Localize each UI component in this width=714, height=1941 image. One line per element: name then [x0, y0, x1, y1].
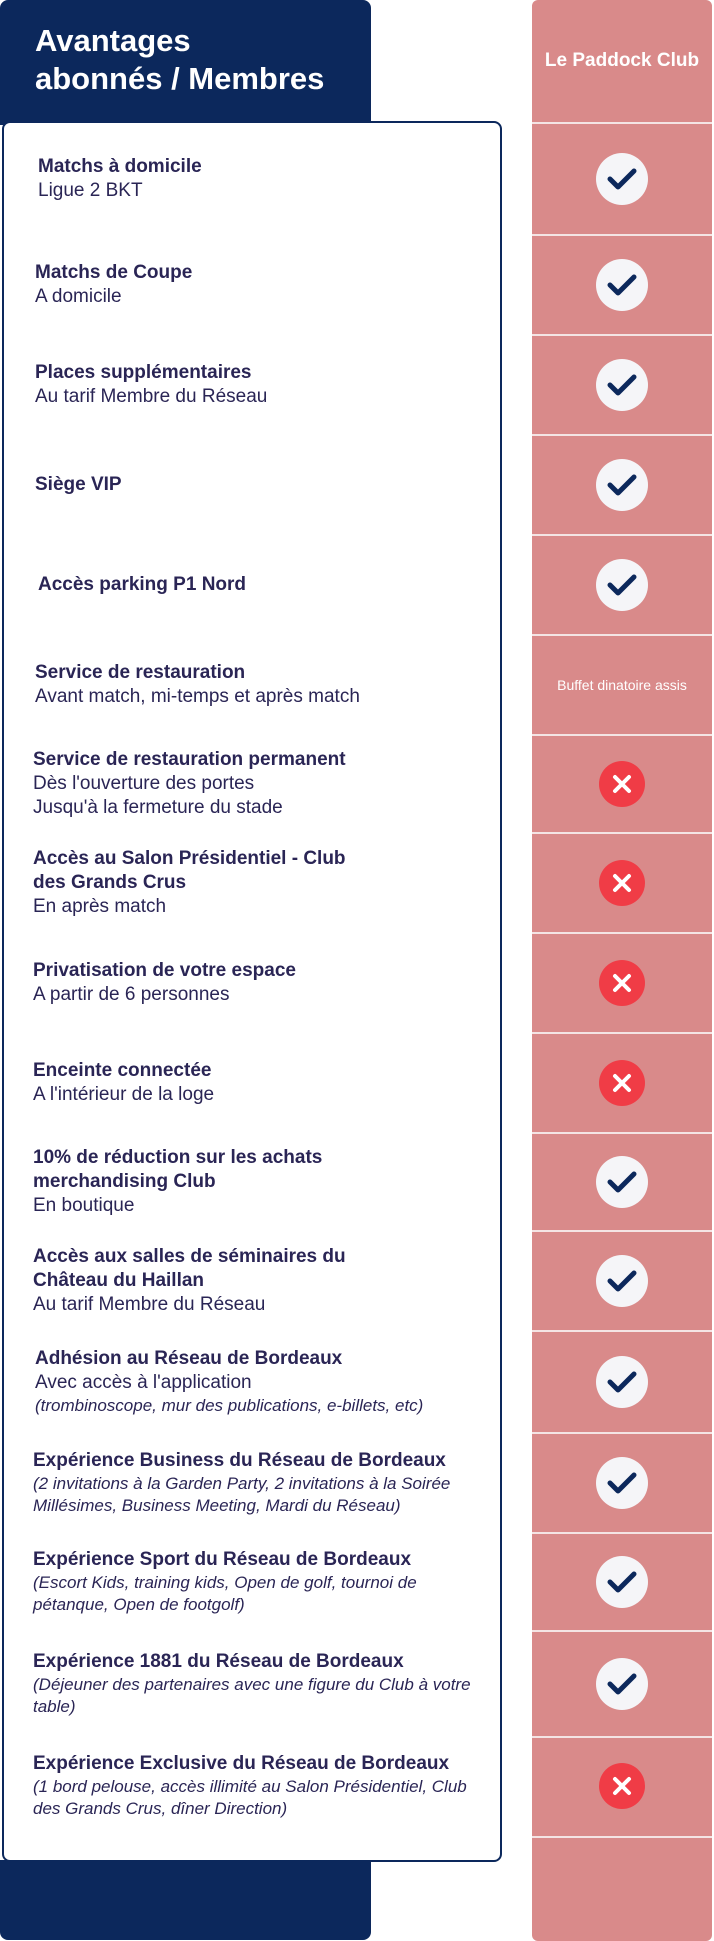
benefit-detail: (1 bord pelouse, accès illimité au Salon Présidentiel, Club des Grands Crus, dîner Direction) — [33, 1777, 467, 1818]
benefit-detail: Au tarif Membre du Réseau — [35, 386, 268, 407]
benefit-title: Service de restauration — [35, 662, 246, 683]
benefit-row — [33, 736, 503, 832]
benefit-row — [33, 1134, 503, 1230]
paddock-club-value — [532, 1232, 712, 1330]
check-icon — [596, 459, 648, 511]
check-icon — [596, 559, 648, 611]
benefit-detail: A l'intérieur de la loge — [33, 1084, 215, 1105]
paddock-club-value — [532, 636, 712, 734]
benefit-title: Matchs de Coupe — [35, 262, 193, 283]
paddock-club-value — [532, 436, 712, 534]
paddock-club-value — [532, 834, 712, 932]
benefit-row — [33, 834, 503, 932]
benefit-detail: Ligue 2 BKT — [38, 180, 143, 201]
benefit-title: Expérience Business du Réseau de Bordeaux — [33, 1450, 446, 1471]
paddock-club-value — [532, 336, 712, 434]
benefit-detail: Jusqu'à la fermeture du stade — [33, 797, 283, 818]
benefit-detail: (Déjeuner des partenaires avec une figure du Club à votre table) — [33, 1675, 471, 1716]
benefit-title: Expérience 1881 du Réseau de Bordeaux — [33, 1651, 404, 1672]
paddock-club-value — [532, 1332, 712, 1432]
benefit-row — [35, 1332, 505, 1432]
paddock-club-value — [532, 124, 712, 234]
benefit-title: Siège VIP — [35, 474, 122, 495]
benefit-row — [33, 1034, 503, 1132]
row-separator — [532, 1836, 712, 1838]
benefit-detail: (Escort Kids, training kids, Open de golf, tournoi de pétanque, Open de footgolf) — [33, 1573, 417, 1614]
column-header-paddock-club: Le Paddock Club — [544, 50, 700, 71]
benefit-title: Accès aux salles de séminaires du Château du Haillan — [33, 1246, 346, 1291]
benefit-detail: Au tarif Membre du Réseau — [33, 1294, 266, 1315]
paddock-club-value — [532, 1632, 712, 1736]
check-icon — [596, 1658, 648, 1710]
benefit-detail: En après match — [33, 896, 167, 917]
page-title-line-2: abonnés / Membres — [35, 61, 325, 96]
check-icon — [596, 1156, 648, 1208]
benefit-title: Service de restauration permanent — [33, 749, 346, 770]
paddock-club-value — [532, 736, 712, 832]
benefit-title: Privatisation de votre espace — [33, 960, 296, 981]
benefit-title: Expérience Sport du Réseau de Bordeaux — [33, 1549, 412, 1570]
page-title — [35, 22, 365, 98]
benefit-title: Accès au Salon Présidentiel - Club des Grands Crus — [33, 848, 346, 893]
benefit-detail: Avec accès à l'application — [35, 1372, 252, 1393]
benefit-row — [35, 336, 505, 434]
benefit-row — [33, 934, 503, 1032]
cross-icon — [599, 960, 645, 1006]
benefit-title: 10% de réduction sur les achats merchandising Club — [33, 1147, 323, 1192]
paddock-club-value — [532, 934, 712, 1032]
benefit-title: Enceinte connectée — [33, 1060, 212, 1081]
paddock-club-value — [532, 1434, 712, 1532]
benefit-title: Adhésion au Réseau de Bordeaux — [35, 1348, 343, 1369]
benefit-detail: (2 invitations à la Garden Party, 2 invitations à la Soirée Millésimes, Business Meeting, Mardi du Réseau) — [33, 1474, 451, 1515]
benefit-title: Expérience Exclusive du Réseau de Bordeaux — [33, 1753, 450, 1774]
footer-panel — [0, 1860, 371, 1940]
paddock-club-value — [532, 1738, 712, 1834]
cross-icon — [599, 1060, 645, 1106]
benefit-row — [33, 1232, 503, 1330]
benefit-detail: A domicile — [35, 286, 122, 307]
benefit-title: Matchs à domicile — [38, 156, 202, 177]
check-icon — [596, 1556, 648, 1608]
paddock-club-value — [532, 236, 712, 334]
benefit-title: Places supplémentaires — [35, 362, 252, 383]
benefit-row — [33, 1434, 503, 1532]
paddock-club-value — [532, 1534, 712, 1630]
cross-icon — [599, 860, 645, 906]
benefit-row — [38, 536, 508, 634]
check-icon — [596, 1457, 648, 1509]
benefit-row — [33, 1534, 503, 1630]
check-icon — [596, 153, 648, 205]
benefit-row — [33, 1632, 503, 1736]
benefit-row — [35, 436, 505, 534]
benefit-row — [33, 1738, 503, 1834]
cross-icon — [599, 1763, 645, 1809]
benefit-detail: En boutique — [33, 1195, 135, 1216]
paddock-club-value — [532, 1134, 712, 1230]
benefit-detail: Avant match, mi-temps et après match — [35, 686, 360, 707]
benefit-detail-note: (trombinoscope, mur des publications, e-billets, etc) — [35, 1396, 424, 1415]
benefit-detail: Dès l'ouverture des portes — [33, 773, 255, 794]
paddock-club-value — [532, 536, 712, 634]
benefit-title: Accès parking P1 Nord — [38, 574, 247, 595]
benefit-row — [38, 124, 508, 234]
check-icon — [596, 359, 648, 411]
benefit-row — [35, 236, 505, 334]
check-icon — [596, 1356, 648, 1408]
benefit-row — [35, 636, 505, 734]
check-icon — [596, 259, 648, 311]
check-icon — [596, 1255, 648, 1307]
cross-icon — [599, 761, 645, 807]
value-text: Buffet dinatoire assis — [557, 677, 687, 693]
benefit-detail: A partir de 6 personnes — [33, 984, 230, 1005]
page-title-line-1: Avantages — [35, 23, 191, 58]
paddock-club-value — [532, 1034, 712, 1132]
